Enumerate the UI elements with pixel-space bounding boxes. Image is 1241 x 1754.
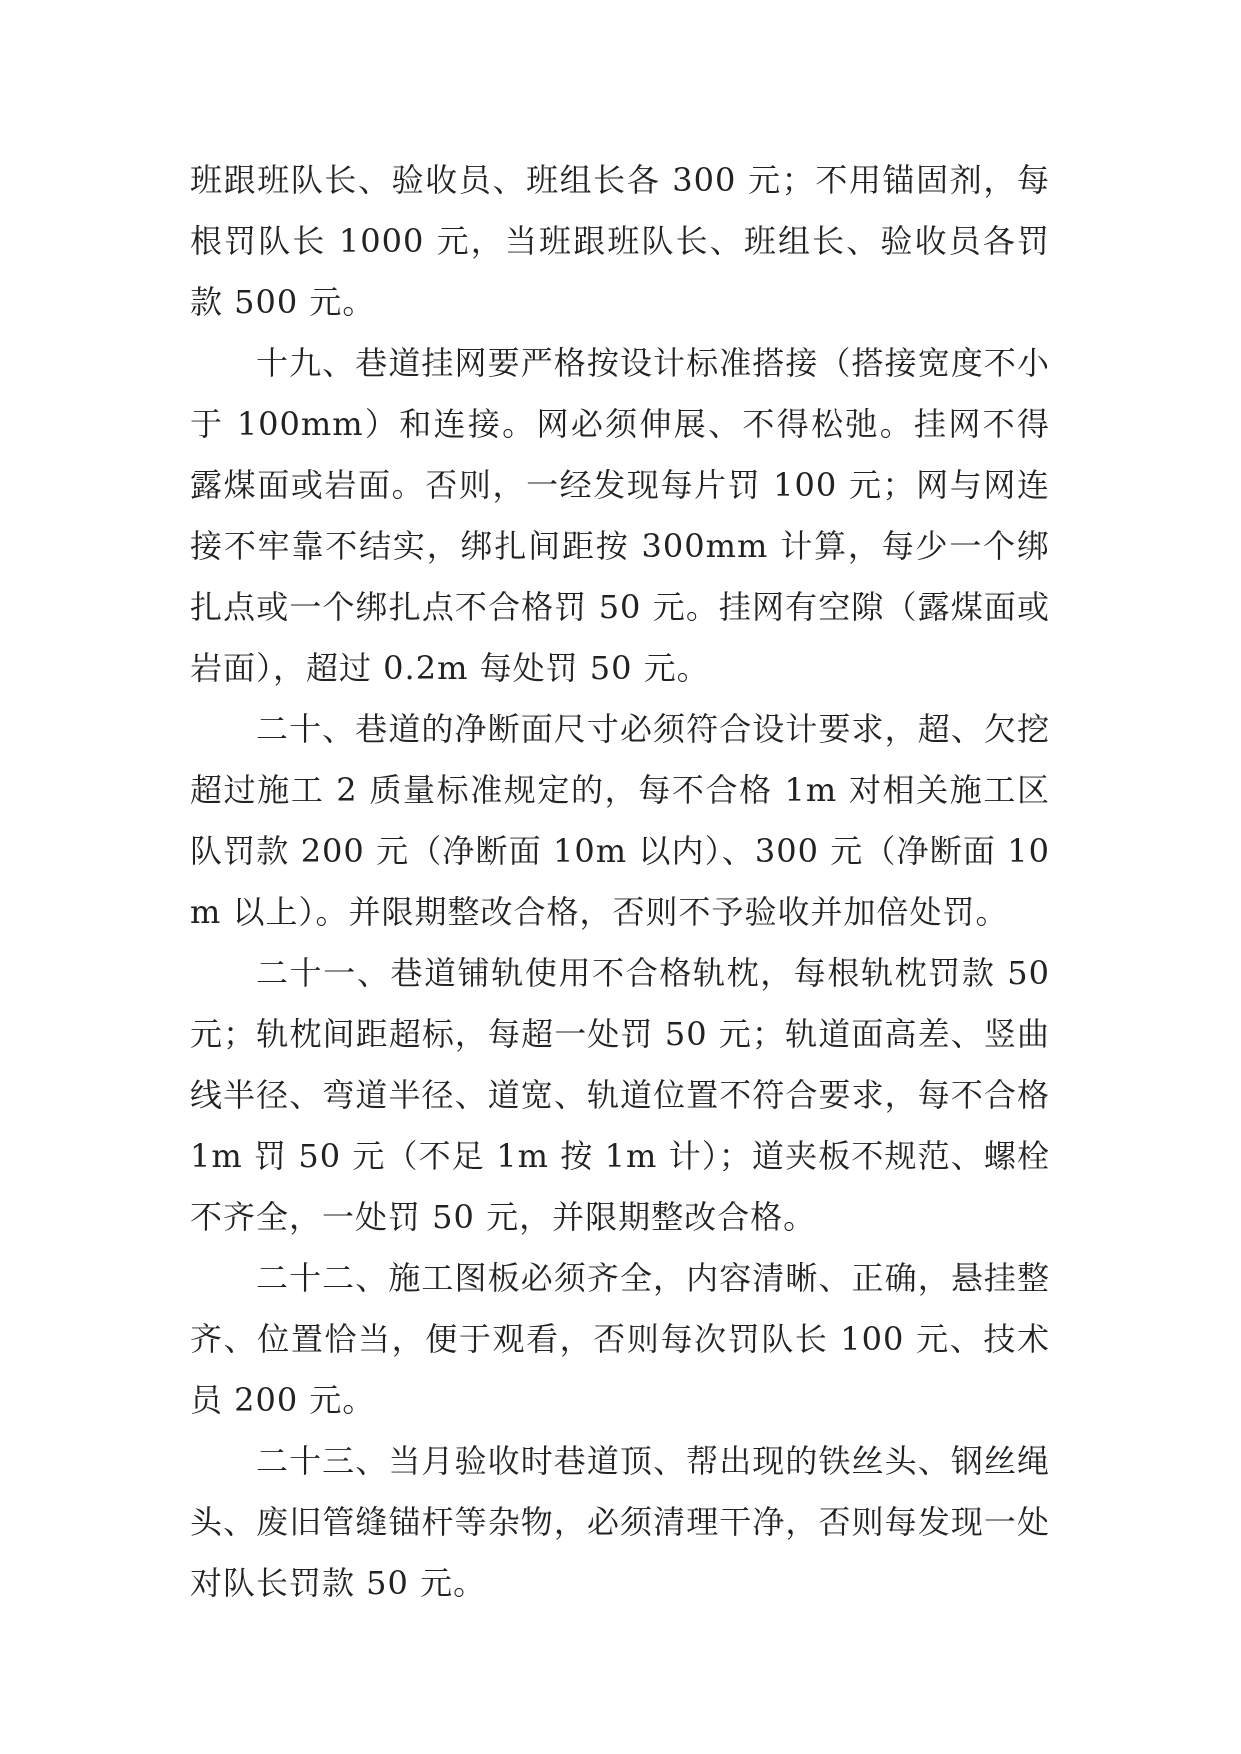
paragraph-item-23: 二十三、当月验收时巷道顶、帮出现的铁丝头、钢丝绳头、废旧管缝锚杆等杂物，必须清理干净，否则每发现一处对队长罚款 50 元。 xyxy=(190,1442,1050,1602)
paragraph-item-21: 二十一、巷道铺轨使用不合格轨枕，每根轨枕罚款 50 元；轨枕间距超标，每超一处罚 50 元；轨道面高差、竖曲线半径、弯道半径、道宽、轨道位置不符合要求，每不合格 1m 罚 50 元（不足 1m 按 1m 计）；道夹板不规范、螺栓不齐全，一处罚 50 元，并限期整改合格。 xyxy=(190,954,1050,1236)
paragraph-item-22: 二十二、施工图板必须齐全，内容清晰、正确，悬挂整齐、位置恰当，便于观看，否则每次罚队长 100 元、技术员 200 元。 xyxy=(190,1259,1050,1419)
document-body xyxy=(190,150,1050,1614)
paragraph-continuation: 班跟班队长、验收员、班组长各 300 元；不用锚固剂，每根罚队长 1000 元，当班跟班队长、班组长、验收员各罚款 500 元。 xyxy=(190,161,1050,321)
paragraph-item-20: 二十、巷道的净断面尺寸必须符合设计要求，超、欠挖超过施工 2 质量标准规定的，每不合格 1m 对相关施工区队罚款 200 元（净断面 10m 以内）、300 元（净断面 10m 以上）。并限期整改合格，否则不予验收并加倍处罚。 xyxy=(190,710,1050,931)
paragraph-item-19: 十九、巷道挂网要严格按设计标准搭接（搭接宽度不小于 100mm）和连接。网必须伸展、不得松弛。挂网不得露煤面或岩面。否则，一经发现每片罚 100 元；网与网连接不牢靠不结实，绑扎间距按 300mm 计算，每少一个绑扎点或一个绑扎点不合格罚 50 元。挂网有空隙（露煤面或岩面），超过 0.2m 每处罚 50 元。 xyxy=(190,344,1050,687)
